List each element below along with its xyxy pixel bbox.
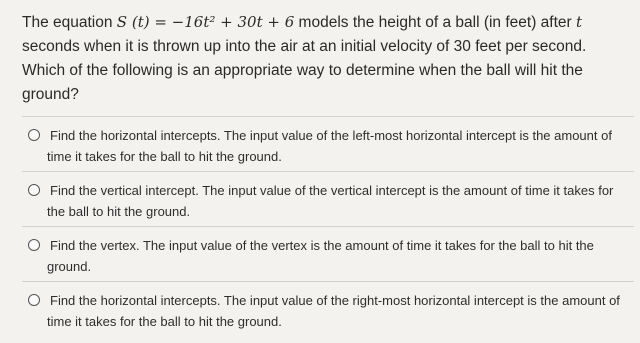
answer-option-3-text: [47, 235, 632, 277]
time-variable: t: [576, 13, 583, 31]
question-prefix: The equation: [22, 14, 117, 31]
radio-button-1[interactable]: [28, 129, 40, 141]
answer-option-4[interactable]: [0, 282, 640, 336]
answer-option-4-line1: Find the horizontal intercepts. The input value of the right-most horizontal intercept is the amount of: [50, 293, 620, 308]
answer-option-2-text: [47, 180, 632, 222]
radio-button-2[interactable]: [28, 184, 40, 196]
answer-option-3[interactable]: [0, 227, 640, 281]
answer-option-1-line2: time it takes for the ball to hit the ground.: [47, 149, 282, 164]
answer-option-3-line1: Find the vertex. The input value of the vertex is the amount of time it takes for the ball to hit the: [50, 238, 594, 253]
answer-option-2[interactable]: [0, 172, 640, 226]
question-suffix: seconds when it is thrown up into the air at an initial velocity of 30 feet per second. Which of the following is an appropriate way to determine when the ball will hit the ground?: [22, 38, 587, 103]
answer-option-4-line2: time it takes for the ball to hit the ground.: [47, 314, 282, 329]
radio-button-4[interactable]: [28, 294, 40, 306]
height-equation: S (t) = −16t² + 30t + 6: [116, 13, 295, 31]
answer-options: [0, 116, 640, 336]
question-text: [22, 10, 630, 107]
answer-option-1[interactable]: [0, 117, 640, 171]
question-middle: models the height of a ball (in feet) after: [294, 14, 576, 31]
answer-option-4-text: [47, 290, 632, 332]
answer-option-1-text: [47, 125, 632, 167]
answer-option-1-line1: Find the horizontal intercepts. The input value of the left-most horizontal intercept is the amount of: [50, 128, 612, 143]
radio-button-3[interactable]: [28, 239, 40, 251]
answer-option-2-line2: the ball to hit the ground.: [47, 204, 191, 219]
answer-option-3-line2: ground.: [47, 259, 92, 274]
answer-option-2-line1: Find the vertical intercept. The input value of the vertical intercept is the amount of time it takes for: [50, 183, 614, 198]
